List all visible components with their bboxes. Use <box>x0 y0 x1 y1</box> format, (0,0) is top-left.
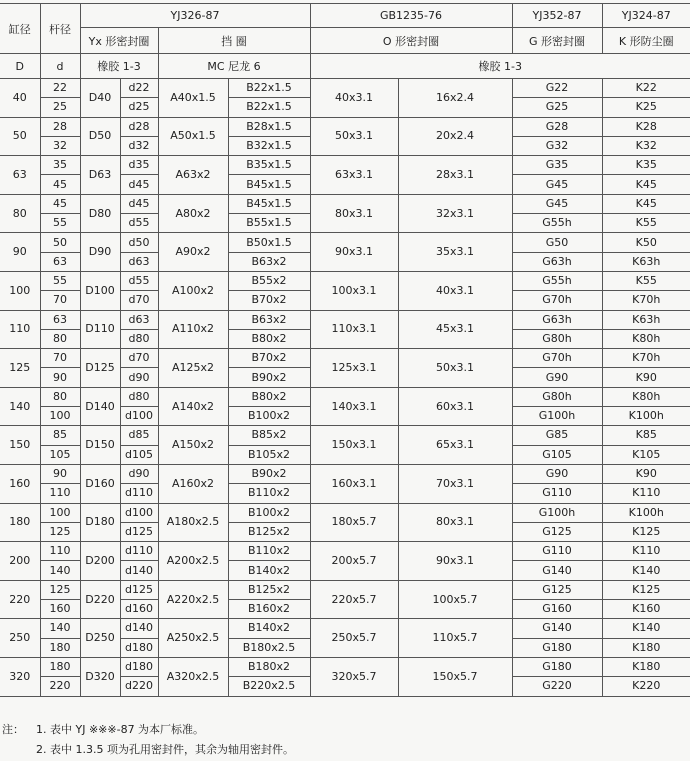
table-row <box>0 271 690 290</box>
retainer-header: 挡 圈 <box>158 28 310 54</box>
retainer-b-cell: B90x2 <box>228 464 310 483</box>
yx-bore-cell: D125 <box>80 349 120 388</box>
retainer-b-cell: B45x1.5 <box>228 175 310 194</box>
o-seal-rod-cell: 150x5.7 <box>398 657 512 696</box>
table-row <box>0 657 690 676</box>
yx-rod-cell: d70 <box>120 291 158 310</box>
o-seal-bore-cell: 110x3.1 <box>310 310 398 349</box>
o-seal-rod-cell: 110x5.7 <box>398 619 512 658</box>
yx-bore-cell: D80 <box>80 194 120 233</box>
bore-cell: 40 <box>0 79 40 118</box>
table-row <box>0 117 690 136</box>
rod-cell: 55 <box>40 214 80 233</box>
yx-rod-cell: d45 <box>120 175 158 194</box>
yx-rod-cell: d85 <box>120 426 158 445</box>
g-seal-cell: G55h <box>512 214 602 233</box>
yx-rod-cell: d100 <box>120 407 158 426</box>
retainer-b-cell: B70x2 <box>228 291 310 310</box>
table-row <box>0 503 690 522</box>
g-seal-cell: G180 <box>512 657 602 676</box>
g-seal-cell: G140 <box>512 561 602 580</box>
o-seal-rod-cell: 80x3.1 <box>398 503 512 542</box>
g-seal-cell: G80h <box>512 387 602 406</box>
retainer-b-cell: B32x1.5 <box>228 136 310 155</box>
table-row <box>0 194 690 213</box>
header-row-3 <box>0 54 690 79</box>
retainer-b-cell: B220x2.5 <box>228 677 310 696</box>
k-seal-cell: K90 <box>602 464 690 483</box>
k-seal-cell: K105 <box>602 445 690 464</box>
yx-rod-cell: d105 <box>120 445 158 464</box>
g-seal-cell: G100h <box>512 503 602 522</box>
yx-rod-cell: d28 <box>120 117 158 136</box>
std-gb1235: GB1235-76 <box>310 4 512 28</box>
k-seal-cell: K25 <box>602 98 690 117</box>
rod-cell: 160 <box>40 600 80 619</box>
k-seal-cell: K125 <box>602 580 690 599</box>
g-seal-cell: G90 <box>512 464 602 483</box>
o-seal-bore-cell: 200x5.7 <box>310 542 398 581</box>
k-seal-cell: K50 <box>602 233 690 252</box>
rod-cell: 110 <box>40 542 80 561</box>
k-seal-cell: K110 <box>602 484 690 503</box>
retainer-b-cell: B100x2 <box>228 407 310 426</box>
bore-cell: 150 <box>0 426 40 465</box>
yx-bore-cell: D160 <box>80 464 120 503</box>
rod-cell: 45 <box>40 194 80 213</box>
g-seal-cell: G220 <box>512 677 602 696</box>
yx-rod-cell: d55 <box>120 214 158 233</box>
yx-rod-cell: d125 <box>120 522 158 541</box>
yx-bore-cell: D220 <box>80 580 120 619</box>
yx-rod-cell: d35 <box>120 156 158 175</box>
retainer-b-cell: B63x2 <box>228 252 310 271</box>
o-seal-bore-cell: 90x3.1 <box>310 233 398 272</box>
footnote-2-text: 2. 表中 1.3.5 项为孔用密封件，其余为轴用密封件。 <box>36 743 294 756</box>
k-seal-cell: K70h <box>602 349 690 368</box>
o-seal-bore-cell: 80x3.1 <box>310 194 398 233</box>
o-seal-bore-cell: 140x3.1 <box>310 387 398 426</box>
o-seal-rod-cell: 90x3.1 <box>398 542 512 581</box>
table-row <box>0 580 690 599</box>
yx-rod-cell: d220 <box>120 677 158 696</box>
o-seal-rod-cell: 40x3.1 <box>398 271 512 310</box>
retainer-a-cell: A180x2.5 <box>158 503 228 542</box>
g-seal-cell: G28 <box>512 117 602 136</box>
k-seal-header: K 形防尘圈 <box>602 28 690 54</box>
rod-cell: 32 <box>40 136 80 155</box>
g-seal-cell: G22 <box>512 79 602 98</box>
yx-rod-cell: d63 <box>120 252 158 271</box>
retainer-b-cell: B45x1.5 <box>228 194 310 213</box>
bore-cell: 180 <box>0 503 40 542</box>
k-seal-cell: K140 <box>602 619 690 638</box>
table-row <box>0 619 690 638</box>
rod-cell: 90 <box>40 368 80 387</box>
retainer-b-cell: B28x1.5 <box>228 117 310 136</box>
retainer-b-cell: B110x2 <box>228 542 310 561</box>
rod-cell: 22 <box>40 79 80 98</box>
retainer-b-cell: B85x2 <box>228 426 310 445</box>
yx-rod-cell: d90 <box>120 464 158 483</box>
k-seal-cell: K100h <box>602 407 690 426</box>
rod-cell: 50 <box>40 233 80 252</box>
retainer-b-cell: B180x2.5 <box>228 638 310 657</box>
rod-cell: 80 <box>40 387 80 406</box>
footnote-1-text: 1. 表中 YJ ※※※-87 为本厂标准。 <box>36 723 205 736</box>
g-seal-cell: G105 <box>512 445 602 464</box>
rod-cell: 28 <box>40 117 80 136</box>
g-seal-cell: G125 <box>512 580 602 599</box>
table-row <box>0 464 690 483</box>
rod-cell: 105 <box>40 445 80 464</box>
retainer-b-cell: B100x2 <box>228 503 310 522</box>
material-nylon: MC 尼龙 6 <box>158 54 310 79</box>
k-seal-cell: K100h <box>602 503 690 522</box>
o-seal-bore-cell: 63x3.1 <box>310 156 398 195</box>
g-seal-cell: G100h <box>512 407 602 426</box>
yx-rod-cell: d80 <box>120 387 158 406</box>
k-seal-cell: K140 <box>602 561 690 580</box>
k-seal-cell: K180 <box>602 638 690 657</box>
retainer-a-cell: A90x2 <box>158 233 228 272</box>
o-seal-rod-cell: 65x3.1 <box>398 426 512 465</box>
rod-cell: 25 <box>40 98 80 117</box>
bore-cell: 125 <box>0 349 40 388</box>
k-seal-cell: K63h <box>602 252 690 271</box>
retainer-a-cell: A110x2 <box>158 310 228 349</box>
g-seal-cell: G160 <box>512 600 602 619</box>
bore-header: 缸径 <box>0 4 40 54</box>
o-seal-bore-cell: 220x5.7 <box>310 580 398 619</box>
rod-cell: 100 <box>40 503 80 522</box>
g-seal-cell: G70h <box>512 291 602 310</box>
retainer-b-cell: B50x1.5 <box>228 233 310 252</box>
rod-cell: 180 <box>40 657 80 676</box>
yx-rod-cell: d110 <box>120 484 158 503</box>
k-seal-cell: K85 <box>602 426 690 445</box>
footnote-1 <box>0 720 690 740</box>
k-seal-cell: K70h <box>602 291 690 310</box>
g-seal-cell: G45 <box>512 175 602 194</box>
retainer-b-cell: B35x1.5 <box>228 156 310 175</box>
seal-spec-table <box>0 3 690 697</box>
retainer-b-cell: B110x2 <box>228 484 310 503</box>
std-yj324: YJ324-87 <box>602 4 690 28</box>
o-seal-bore-cell: 320x5.7 <box>310 657 398 696</box>
k-seal-cell: K180 <box>602 657 690 676</box>
retainer-b-cell: B160x2 <box>228 600 310 619</box>
retainer-b-cell: B22x1.5 <box>228 79 310 98</box>
rod-cell: 220 <box>40 677 80 696</box>
table-row <box>0 156 690 175</box>
retainer-b-cell: B105x2 <box>228 445 310 464</box>
yx-bore-cell: D110 <box>80 310 120 349</box>
retainer-a-cell: A320x2.5 <box>158 657 228 696</box>
retainer-b-cell: B70x2 <box>228 349 310 368</box>
retainer-b-cell: B22x1.5 <box>228 98 310 117</box>
yx-bore-cell: D250 <box>80 619 120 658</box>
bore-cell: 63 <box>0 156 40 195</box>
k-seal-cell: K45 <box>602 175 690 194</box>
retainer-b-cell: B55x1.5 <box>228 214 310 233</box>
table-row <box>0 426 690 445</box>
k-seal-cell: K55 <box>602 214 690 233</box>
yx-bore-cell: D40 <box>80 79 120 118</box>
retainer-a-cell: A40x1.5 <box>158 79 228 118</box>
k-seal-cell: K160 <box>602 600 690 619</box>
g-seal-cell: G125 <box>512 522 602 541</box>
yx-rod-cell: d63 <box>120 310 158 329</box>
rod-cell: 100 <box>40 407 80 426</box>
table-body <box>0 4 690 697</box>
o-seal-rod-cell: 20x2.4 <box>398 117 512 156</box>
retainer-b-cell: B125x2 <box>228 522 310 541</box>
rod-cell: 70 <box>40 291 80 310</box>
rod-cell: 125 <box>40 522 80 541</box>
g-seal-cell: G80h <box>512 329 602 348</box>
o-seal-rod-cell: 28x3.1 <box>398 156 512 195</box>
retainer-b-cell: B80x2 <box>228 387 310 406</box>
bore-cell: 160 <box>0 464 40 503</box>
retainer-a-cell: A220x2.5 <box>158 580 228 619</box>
retainer-b-cell: B63x2 <box>228 310 310 329</box>
rod-cell: 80 <box>40 329 80 348</box>
rod-header: 杆径 <box>40 4 80 54</box>
o-seal-header: O 形密封圈 <box>310 28 512 54</box>
retainer-a-cell: A100x2 <box>158 271 228 310</box>
yx-rod-cell: d125 <box>120 580 158 599</box>
rod-cell: 125 <box>40 580 80 599</box>
o-seal-rod-cell: 45x3.1 <box>398 310 512 349</box>
retainer-a-cell: A200x2.5 <box>158 542 228 581</box>
header-row-1 <box>0 4 690 28</box>
k-seal-cell: K55 <box>602 271 690 290</box>
yx-bore-cell: D63 <box>80 156 120 195</box>
o-seal-bore-cell: 100x3.1 <box>310 271 398 310</box>
yx-rod-cell: d140 <box>120 561 158 580</box>
yx-bore-cell: D200 <box>80 542 120 581</box>
table-row <box>0 542 690 561</box>
yx-bore-cell: D140 <box>80 387 120 426</box>
k-seal-cell: K63h <box>602 310 690 329</box>
yx-rod-cell: d140 <box>120 619 158 638</box>
k-seal-cell: K220 <box>602 677 690 696</box>
yx-bore-cell: D320 <box>80 657 120 696</box>
yx-rod-cell: d110 <box>120 542 158 561</box>
table-row <box>0 233 690 252</box>
o-seal-bore-cell: 125x3.1 <box>310 349 398 388</box>
bore-cell: 320 <box>0 657 40 696</box>
k-seal-cell: K110 <box>602 542 690 561</box>
o-seal-bore-cell: 150x3.1 <box>310 426 398 465</box>
rod-cell: 140 <box>40 619 80 638</box>
yx-bore-cell: D100 <box>80 271 120 310</box>
g-seal-cell: G85 <box>512 426 602 445</box>
bore-cell: 110 <box>0 310 40 349</box>
retainer-a-cell: A63x2 <box>158 156 228 195</box>
retainer-a-cell: A50x1.5 <box>158 117 228 156</box>
o-seal-bore-cell: 40x3.1 <box>310 79 398 118</box>
k-seal-cell: K125 <box>602 522 690 541</box>
o-seal-rod-cell: 16x2.4 <box>398 79 512 118</box>
bore-cell: 100 <box>0 271 40 310</box>
material-rubber-yx: 橡胶 1-3 <box>80 54 158 79</box>
o-seal-rod-cell: 35x3.1 <box>398 233 512 272</box>
rod-cell: 110 <box>40 484 80 503</box>
retainer-b-cell: B55x2 <box>228 271 310 290</box>
k-seal-cell: K32 <box>602 136 690 155</box>
table-row <box>0 349 690 368</box>
yx-rod-cell: d50 <box>120 233 158 252</box>
rod-cell: 180 <box>40 638 80 657</box>
k-seal-cell: K22 <box>602 79 690 98</box>
g-seal-cell: G32 <box>512 136 602 155</box>
k-seal-cell: K35 <box>602 156 690 175</box>
retainer-b-cell: B125x2 <box>228 580 310 599</box>
g-seal-cell: G25 <box>512 98 602 117</box>
k-seal-cell: K90 <box>602 368 690 387</box>
retainer-b-cell: B180x2 <box>228 657 310 676</box>
bore-symbol: D <box>0 54 40 79</box>
yx-bore-cell: D150 <box>80 426 120 465</box>
g-seal-cell: G63h <box>512 252 602 271</box>
o-seal-bore-cell: 50x3.1 <box>310 117 398 156</box>
rod-cell: 85 <box>40 426 80 445</box>
retainer-b-cell: B140x2 <box>228 561 310 580</box>
o-seal-rod-cell: 32x3.1 <box>398 194 512 233</box>
yx-bore-cell: D50 <box>80 117 120 156</box>
g-seal-cell: G55h <box>512 271 602 290</box>
k-seal-cell: K45 <box>602 194 690 213</box>
g-seal-cell: G63h <box>512 310 602 329</box>
yx-bore-cell: D180 <box>80 503 120 542</box>
rod-cell: 90 <box>40 464 80 483</box>
retainer-a-cell: A160x2 <box>158 464 228 503</box>
rod-cell: 140 <box>40 561 80 580</box>
bore-cell: 80 <box>0 194 40 233</box>
g-seal-cell: G110 <box>512 542 602 561</box>
rod-symbol: d <box>40 54 80 79</box>
rod-cell: 45 <box>40 175 80 194</box>
yx-rod-cell: d160 <box>120 600 158 619</box>
o-seal-rod-cell: 100x5.7 <box>398 580 512 619</box>
table-row <box>0 79 690 98</box>
retainer-a-cell: A150x2 <box>158 426 228 465</box>
g-seal-cell: G110 <box>512 484 602 503</box>
k-seal-cell: K80h <box>602 329 690 348</box>
g-seal-cell: G35 <box>512 156 602 175</box>
g-seal-cell: G45 <box>512 194 602 213</box>
std-yj352: YJ352-87 <box>512 4 602 28</box>
yx-rod-cell: d25 <box>120 98 158 117</box>
rod-cell: 55 <box>40 271 80 290</box>
yx-rod-cell: d70 <box>120 349 158 368</box>
yx-rod-cell: d180 <box>120 638 158 657</box>
g-seal-cell: G70h <box>512 349 602 368</box>
retainer-b-cell: B90x2 <box>228 368 310 387</box>
material-rubber-common: 橡胶 1-3 <box>310 54 690 79</box>
retainer-a-cell: A125x2 <box>158 349 228 388</box>
yx-rod-cell: d90 <box>120 368 158 387</box>
bore-cell: 220 <box>0 580 40 619</box>
g-seal-header: G 形密封圈 <box>512 28 602 54</box>
bore-cell: 140 <box>0 387 40 426</box>
o-seal-rod-cell: 50x3.1 <box>398 349 512 388</box>
o-seal-bore-cell: 180x5.7 <box>310 503 398 542</box>
yx-rod-cell: d45 <box>120 194 158 213</box>
yx-rod-cell: d80 <box>120 329 158 348</box>
header-row-2 <box>0 28 690 54</box>
yx-rod-cell: d22 <box>120 79 158 98</box>
g-seal-cell: G180 <box>512 638 602 657</box>
rod-cell: 35 <box>40 156 80 175</box>
retainer-a-cell: A140x2 <box>158 387 228 426</box>
yx-rod-cell: d180 <box>120 657 158 676</box>
retainer-b-cell: B140x2 <box>228 619 310 638</box>
retainer-b-cell: B80x2 <box>228 329 310 348</box>
g-seal-cell: G90 <box>512 368 602 387</box>
yx-rod-cell: d32 <box>120 136 158 155</box>
bore-cell: 200 <box>0 542 40 581</box>
table-row <box>0 387 690 406</box>
yx-rod-cell: d55 <box>120 271 158 290</box>
retainer-a-cell: A80x2 <box>158 194 228 233</box>
bore-cell: 250 <box>0 619 40 658</box>
yx-rod-cell: d100 <box>120 503 158 522</box>
yx-seal-header: Yx 形密封圈 <box>80 28 158 54</box>
g-seal-cell: G140 <box>512 619 602 638</box>
o-seal-rod-cell: 60x3.1 <box>398 387 512 426</box>
retainer-a-cell: A250x2.5 <box>158 619 228 658</box>
rod-cell: 70 <box>40 349 80 368</box>
g-seal-cell: G50 <box>512 233 602 252</box>
rod-cell: 63 <box>40 252 80 271</box>
bore-cell: 90 <box>0 233 40 272</box>
footnotes <box>0 720 690 760</box>
rod-cell: 63 <box>40 310 80 329</box>
footnote-2 <box>0 740 690 760</box>
yx-bore-cell: D90 <box>80 233 120 272</box>
o-seal-bore-cell: 160x3.1 <box>310 464 398 503</box>
o-seal-bore-cell: 250x5.7 <box>310 619 398 658</box>
k-seal-cell: K28 <box>602 117 690 136</box>
bore-cell: 50 <box>0 117 40 156</box>
footnote-lead: 注： <box>2 723 24 736</box>
o-seal-rod-cell: 70x3.1 <box>398 464 512 503</box>
k-seal-cell: K80h <box>602 387 690 406</box>
table-row <box>0 310 690 329</box>
std-yj326: YJ326-87 <box>80 4 310 28</box>
